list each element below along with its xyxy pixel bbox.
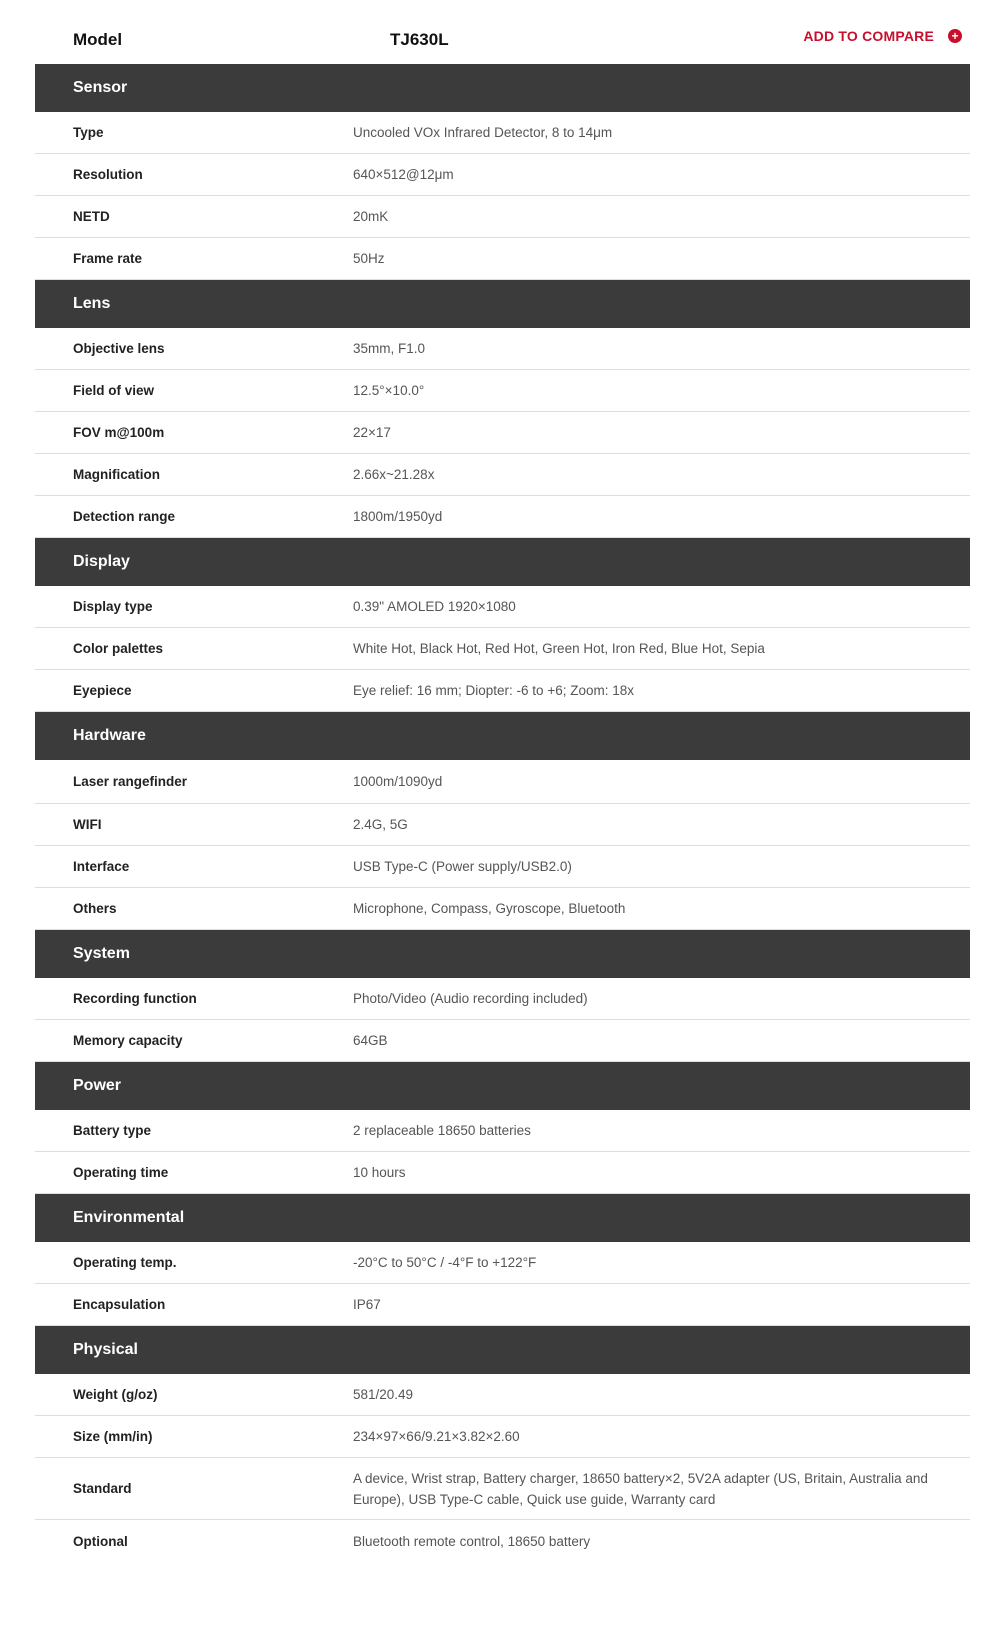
spec-label: Weight (g/oz) <box>73 1387 158 1402</box>
spec-label: Optional <box>73 1533 128 1549</box>
spec-label: Field of view <box>73 383 155 398</box>
section-header: Lens <box>35 280 970 328</box>
spec-value: 2 replaceable 18650 batteries <box>353 1123 531 1138</box>
spec-value: 1800m/1950yd <box>353 509 443 524</box>
spec-value: 12.5°×10.0° <box>353 383 425 398</box>
spec-row <box>35 1152 970 1194</box>
spec-value: 2.4G, 5G <box>353 817 408 832</box>
spec-row <box>35 628 970 670</box>
spec-label: Frame rate <box>73 251 143 266</box>
section-header: Physical <box>35 1326 970 1374</box>
section-header: System <box>35 930 970 978</box>
spec-row <box>35 1110 970 1152</box>
spec-label: NETD <box>73 209 110 224</box>
plus-circle-icon: + <box>948 29 962 43</box>
spec-row <box>35 1242 970 1284</box>
spec-row <box>35 1020 970 1062</box>
section-header: Power <box>35 1062 970 1110</box>
spec-row <box>35 496 970 538</box>
spec-label: Others <box>73 901 117 916</box>
spec-value: 581/20.49 <box>353 1387 414 1402</box>
spec-label: FOV m@100m <box>73 425 165 440</box>
section-header: Environmental <box>35 1194 970 1242</box>
spec-value: 1000m/1090yd <box>353 774 443 789</box>
spec-value: Uncooled VOx Infrared Detector, 8 to 14μm <box>353 125 613 140</box>
spec-label: WIFI <box>73 817 102 832</box>
spec-label: Display type <box>73 599 153 614</box>
spec-label: Color palettes <box>73 641 164 656</box>
spec-value: 0.39" AMOLED 1920×1080 <box>353 599 516 614</box>
model-label: Model <box>73 30 123 49</box>
spec-row <box>35 1284 970 1326</box>
spec-row <box>35 1416 970 1458</box>
spec-label: Battery type <box>73 1123 152 1138</box>
spec-value: Microphone, Compass, Gyroscope, Bluetooth <box>353 901 626 916</box>
spec-label: Memory capacity <box>73 1033 183 1048</box>
spec-value: 50Hz <box>353 251 385 266</box>
section-header: Hardware <box>35 712 970 760</box>
spec-label: Standard <box>73 1481 132 1496</box>
spec-label: Type <box>73 125 104 140</box>
add-to-compare-label: ADD TO COMPARE <box>803 28 934 44</box>
spec-value: 2.66x~21.28x <box>353 467 435 482</box>
spec-label: Eyepiece <box>73 683 132 698</box>
spec-row <box>35 328 970 370</box>
spec-label: Objective lens <box>73 341 165 356</box>
spec-label: Laser rangefinder <box>73 774 188 789</box>
model-name: TJ630L <box>390 30 449 49</box>
add-to-compare-button[interactable] <box>803 28 962 44</box>
spec-row <box>35 586 970 628</box>
spec-value: 640×512@12μm <box>353 167 454 182</box>
section-header: Sensor <box>35 64 970 112</box>
spec-value: 20mK <box>353 209 389 224</box>
spec-value: A device, Wrist strap, Battery charger, 18650 battery×2, 5V2A adapter (US, Britain, Australia and Europe), USB Type-C cable, Quick use guide, Warranty card <box>353 1470 928 1507</box>
spec-value: IP67 <box>353 1297 381 1312</box>
spec-label: Resolution <box>73 167 143 182</box>
section-header: Display <box>35 538 970 586</box>
spec-label: Interface <box>73 859 130 874</box>
spec-label: Size (mm/in) <box>73 1429 153 1444</box>
spec-label: Magnification <box>73 467 160 482</box>
spec-row <box>35 412 970 454</box>
spec-label: Operating temp. <box>73 1255 177 1270</box>
spec-value: 10 hours <box>353 1165 406 1180</box>
spec-row <box>35 454 970 496</box>
spec-row <box>35 1458 970 1520</box>
spec-row <box>35 1520 970 1562</box>
spec-row <box>35 978 970 1020</box>
spec-label: Recording function <box>73 991 197 1006</box>
spec-row <box>35 154 970 196</box>
spec-label: Detection range <box>73 509 176 524</box>
spec-row <box>35 804 970 846</box>
spec-value: 64GB <box>353 1033 388 1048</box>
spec-value: Eye relief: 16 mm; Diopter: -6 to +6; Zoom: 18x <box>353 683 634 698</box>
spec-table <box>35 64 970 1562</box>
spec-value: 22×17 <box>353 425 391 440</box>
spec-value: USB Type-C (Power supply/USB2.0) <box>353 859 572 874</box>
spec-value: Bluetooth remote control, 18650 battery <box>353 1533 591 1549</box>
spec-row <box>35 196 970 238</box>
spec-row <box>35 1374 970 1416</box>
spec-row <box>35 238 970 280</box>
spec-row <box>35 670 970 712</box>
spec-value: Photo/Video (Audio recording included) <box>353 991 588 1006</box>
spec-label: Operating time <box>73 1165 169 1180</box>
spec-row <box>35 112 970 154</box>
spec-row <box>35 760 970 804</box>
spec-value: -20°C to 50°C / -4°F to +122°F <box>353 1255 537 1270</box>
spec-row <box>35 370 970 412</box>
spec-value: 35mm, F1.0 <box>353 341 426 356</box>
spec-label: Encapsulation <box>73 1297 166 1312</box>
model-header <box>0 0 1005 64</box>
spec-value: 234×97×66/9.21×3.82×2.60 <box>353 1429 520 1444</box>
spec-value: White Hot, Black Hot, Red Hot, Green Hot, Iron Red, Blue Hot, Sepia <box>353 641 765 656</box>
spec-row <box>35 846 970 888</box>
spec-row <box>35 888 970 930</box>
